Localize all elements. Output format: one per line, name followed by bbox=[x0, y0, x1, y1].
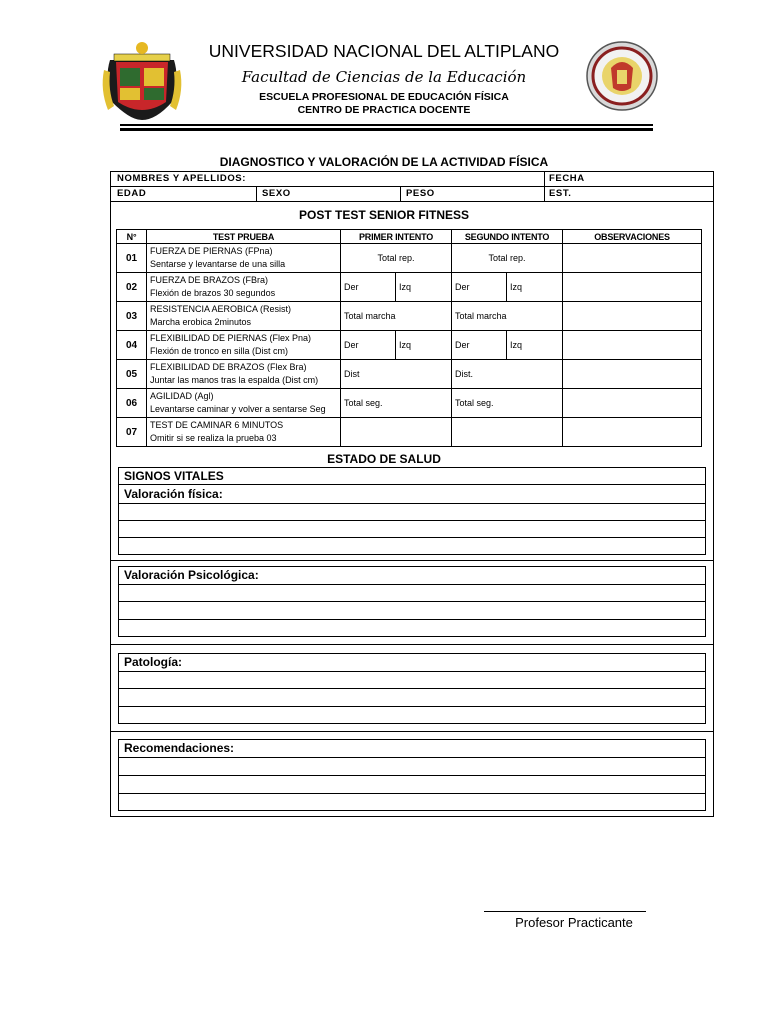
box-line bbox=[119, 793, 705, 794]
form-title: DIAGNOSTICO Y VALORACIÓN DE LA ACTIVIDAD FÍSICA bbox=[219, 155, 549, 169]
height-field-label: EST. bbox=[549, 188, 572, 199]
observations-cell[interactable] bbox=[563, 360, 702, 389]
test-number: 01 bbox=[117, 244, 147, 273]
recommendations-box bbox=[118, 739, 706, 811]
test-description: Marcha erobica 2minutos bbox=[150, 317, 252, 327]
column-header-second-attempt: SEGUNDO INTENTO bbox=[452, 230, 563, 244]
pathology-label: Patología: bbox=[124, 655, 183, 669]
test-number: 07 bbox=[117, 418, 147, 447]
first-attempt-right-cell[interactable]: Der bbox=[341, 273, 396, 302]
sex-field-label: SEXO bbox=[262, 188, 291, 199]
test-name: AGILIDAD (Agl) bbox=[150, 391, 214, 401]
test-description: Sentarse y levantarse de una silla bbox=[150, 259, 286, 269]
box-line bbox=[119, 775, 705, 776]
column-header-first-attempt: PRIMER INTENTO bbox=[341, 230, 452, 244]
names-field-label: NOMBRES Y APELLIDOS: bbox=[117, 173, 247, 184]
observations-cell[interactable] bbox=[563, 331, 702, 360]
observations-cell[interactable] bbox=[563, 244, 702, 273]
signature-label: Profesor Practicante bbox=[515, 915, 633, 930]
second-attempt-cell[interactable]: Total rep. bbox=[452, 244, 563, 273]
observations-cell[interactable] bbox=[563, 302, 702, 331]
first-attempt-right-cell[interactable]: Der bbox=[341, 331, 396, 360]
observations-cell[interactable] bbox=[563, 273, 702, 302]
date-field-label: FECHA bbox=[549, 173, 585, 184]
second-attempt-cell[interactable] bbox=[452, 418, 563, 447]
center-name: CENTRO DE PRACTICA DOCENTE bbox=[297, 104, 471, 116]
pathology-box bbox=[118, 653, 706, 724]
post-test-title: POST TEST SENIOR FITNESS bbox=[298, 208, 470, 222]
second-attempt-right-cell[interactable]: Der bbox=[452, 331, 507, 360]
test-name: FUERZA DE BRAZOS (FBra) bbox=[150, 275, 269, 285]
test-description: Juntar las manos tras la espalda (Dist cm) bbox=[150, 375, 319, 385]
test-name: TEST DE CAMINAR 6 MINUTOS bbox=[150, 420, 284, 430]
column-header-test: TEST PRUEBA bbox=[147, 230, 341, 244]
box-line bbox=[119, 503, 705, 504]
field-divider bbox=[544, 171, 545, 201]
second-attempt-cell[interactable]: Total seg. bbox=[452, 389, 563, 418]
school-name: ESCUELA PROFESIONAL DE EDUCACIÓN FÍSICA bbox=[259, 91, 509, 103]
header-rule-thick bbox=[120, 128, 653, 131]
test-description: Levantarse caminar y volver a sentarse Seg bbox=[150, 404, 326, 414]
first-attempt-cell[interactable] bbox=[341, 418, 452, 447]
vital-signs-box bbox=[118, 467, 706, 555]
health-status-title: ESTADO DE SALUD bbox=[327, 452, 441, 466]
section-divider bbox=[110, 731, 714, 732]
second-attempt-right-cell[interactable]: Der bbox=[452, 273, 507, 302]
university-name: UNIVERSIDAD NACIONAL DEL ALTIPLANO bbox=[208, 41, 560, 61]
observations-cell[interactable] bbox=[563, 389, 702, 418]
box-line bbox=[119, 757, 705, 758]
column-header-number: N° bbox=[117, 230, 147, 244]
test-cell bbox=[147, 273, 341, 302]
test-number: 06 bbox=[117, 389, 147, 418]
box-line bbox=[119, 601, 705, 602]
table-row bbox=[117, 244, 702, 273]
box-line bbox=[119, 520, 705, 521]
first-attempt-left-cell[interactable]: Izq bbox=[396, 273, 452, 302]
test-cell bbox=[147, 302, 341, 331]
field-divider bbox=[400, 186, 401, 201]
table-row bbox=[117, 389, 702, 418]
second-attempt-cell[interactable]: Total marcha bbox=[452, 302, 563, 331]
column-header-observations: OBSERVACIONES bbox=[563, 230, 702, 244]
weight-field-label: PESO bbox=[406, 188, 435, 199]
section-divider bbox=[110, 560, 714, 561]
age-field-label: EDAD bbox=[117, 188, 147, 199]
test-cell bbox=[147, 418, 341, 447]
box-line bbox=[119, 688, 705, 689]
test-number: 02 bbox=[117, 273, 147, 302]
field-divider bbox=[256, 186, 257, 201]
test-name: FLEXIBILIDAD DE BRAZOS (Flex Bra) bbox=[150, 362, 307, 372]
test-cell bbox=[147, 389, 341, 418]
table-header-row bbox=[117, 230, 702, 244]
first-attempt-cell[interactable]: Total marcha bbox=[341, 302, 452, 331]
section-divider bbox=[110, 644, 714, 645]
box-line bbox=[119, 537, 705, 538]
test-name: FUERZA DE PIERNAS (FPna) bbox=[150, 246, 273, 256]
fitness-test-table bbox=[116, 229, 702, 447]
first-attempt-cell[interactable]: Dist bbox=[341, 360, 452, 389]
test-number: 05 bbox=[117, 360, 147, 389]
test-name: FLEXIBILIDAD DE PIERNAS (Flex Pna) bbox=[150, 333, 312, 343]
psychological-box bbox=[118, 566, 706, 637]
field-divider bbox=[110, 201, 714, 202]
box-line bbox=[119, 484, 705, 485]
box-line bbox=[119, 619, 705, 620]
test-cell bbox=[147, 244, 341, 273]
test-cell bbox=[147, 331, 341, 360]
second-attempt-cell[interactable]: Dist. bbox=[452, 360, 563, 389]
physical-assessment-label: Valoración física: bbox=[124, 487, 223, 501]
second-attempt-left-cell[interactable]: Izq bbox=[507, 331, 563, 360]
test-number: 03 bbox=[117, 302, 147, 331]
test-number: 04 bbox=[117, 331, 147, 360]
table-row bbox=[117, 302, 702, 331]
test-description: Flexión de tronco en silla (Dist cm) bbox=[150, 346, 289, 356]
table-row bbox=[117, 418, 702, 447]
psychological-assessment-label: Valoración Psicológica: bbox=[124, 568, 259, 582]
header-rule bbox=[120, 124, 653, 126]
field-divider bbox=[110, 186, 714, 187]
first-attempt-cell[interactable]: Total rep. bbox=[341, 244, 452, 273]
test-name: RESISTENCIA AEROBICA (Resist) bbox=[150, 304, 292, 314]
faculty-name: Facultad de Ciencias de la Educación bbox=[241, 68, 527, 86]
first-attempt-cell[interactable]: Total seg. bbox=[341, 389, 452, 418]
signature-line bbox=[484, 911, 646, 912]
test-description: Flexión de brazos 30 segundos bbox=[150, 288, 276, 298]
recommendations-label: Recomendaciones: bbox=[124, 741, 235, 755]
first-attempt-left-cell[interactable]: Izq bbox=[396, 331, 452, 360]
test-description: Omitir si se realiza la prueba 03 bbox=[150, 433, 277, 443]
box-line bbox=[119, 671, 705, 672]
table-row bbox=[117, 360, 702, 389]
test-cell bbox=[147, 360, 341, 389]
table-row bbox=[117, 273, 702, 302]
table-row bbox=[117, 331, 702, 360]
observations-cell[interactable] bbox=[563, 418, 702, 447]
box-line bbox=[119, 584, 705, 585]
box-line bbox=[119, 706, 705, 707]
second-attempt-left-cell[interactable]: Izq bbox=[507, 273, 563, 302]
vital-signs-label: SIGNOS VITALES bbox=[124, 469, 224, 483]
